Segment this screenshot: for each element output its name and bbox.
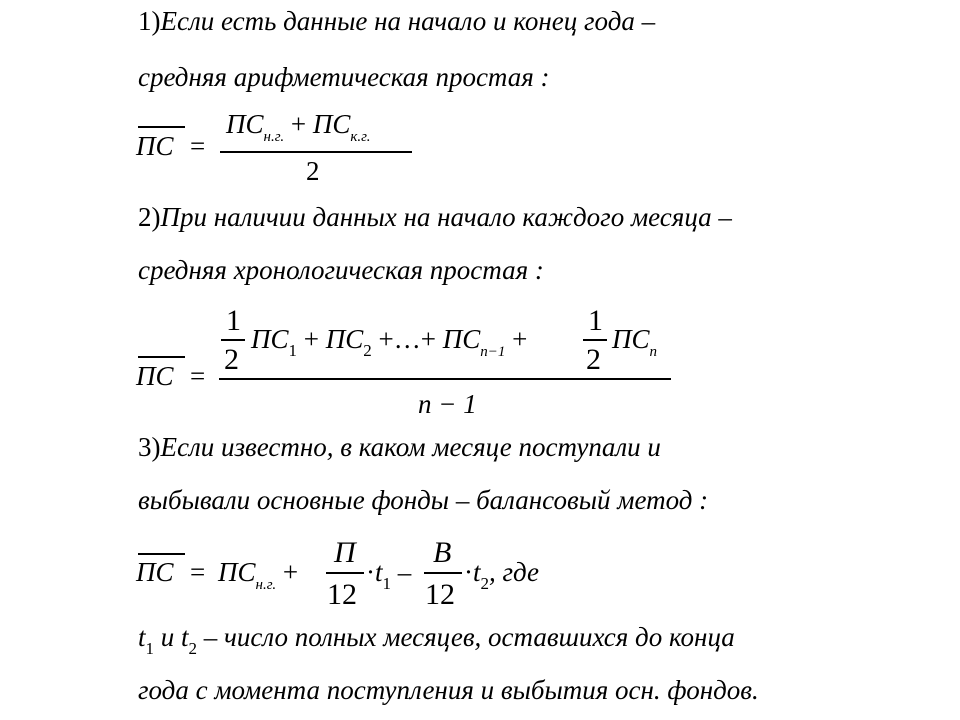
section2-number: 2)	[138, 202, 161, 232]
formula2-lhs: ПС	[136, 361, 174, 391]
section3-note-line1: $t_1$ и $t_2$ – число полных месяцев, оставшихся до конца	[138, 622, 735, 658]
formula2-last-term: $ПС_n$	[612, 324, 658, 360]
formula3-fraction2-numerator: В	[433, 536, 452, 569]
formula3-equals: =	[190, 557, 206, 587]
formula2-half1-numerator: 1	[226, 304, 241, 337]
formula2-half1-denominator: 2	[224, 343, 239, 376]
formula2-denominator: n − 1	[418, 389, 477, 419]
overline-mean-ps1	[138, 126, 185, 128]
section2-line2: средняя хронологическая простая :	[138, 255, 544, 285]
formula3-fraction2-bar	[424, 572, 462, 574]
section3-line1: Если известно, в каком месяце поступали и	[160, 432, 661, 462]
formula1-equals: =	[190, 131, 206, 161]
formula1-numerator: $ПС_{н.г.} + ПС_{к.г.}$	[226, 109, 371, 145]
section3-number: 3)	[138, 432, 161, 462]
formula2-half2-bar	[583, 339, 607, 341]
overline-mean-ps2	[138, 356, 185, 358]
formula2-half2-denominator: 2	[586, 343, 601, 376]
section1-number: 1)	[138, 6, 161, 36]
formula3-fraction2-denominator: 12	[425, 578, 455, 611]
section1-line2: средняя арифметическая простая :	[138, 62, 550, 92]
section3-heading	[138, 434, 661, 461]
formula1-denominator: 2	[306, 156, 320, 186]
formula1-fraction-bar	[220, 151, 412, 153]
formula2-equals: =	[190, 361, 206, 391]
formula3-t2-term: $\cdot t_2$, где	[464, 557, 540, 593]
section2-line1: При наличии данных на начало каждого месяца –	[160, 202, 732, 232]
section2-heading	[138, 204, 732, 231]
formula3-lhs: ПС	[136, 557, 174, 587]
formula2-half1-bar	[221, 339, 245, 341]
formula3-t1-term: $\cdot t_1$ –	[366, 557, 412, 593]
formula2-numerator-terms: $ПС_1 + ПС_2$ +…+ $ПС_{n-1}$ +	[251, 324, 528, 360]
overline-mean-ps3	[138, 553, 185, 555]
formula3-fraction1-denominator: 12	[327, 578, 357, 611]
section3-note-line2: года с момента поступления и выбытия осн. фондов.	[138, 675, 759, 705]
formula3-fraction1-numerator: П	[334, 536, 356, 569]
formula1-lhs: ПС	[136, 131, 174, 161]
formula3-fraction1-bar	[326, 572, 364, 574]
section1-heading	[138, 8, 655, 35]
formula3-initial-term: $ПС_{н.г.}$ +	[218, 557, 299, 593]
formula2-main-fraction-bar	[219, 378, 671, 380]
formula2-half2-numerator: 1	[588, 304, 603, 337]
section1-line1: Если есть данные на начало и конец года –	[160, 6, 656, 36]
section3-line2: выбывали основные фонды – балансовый метод :	[138, 485, 709, 515]
